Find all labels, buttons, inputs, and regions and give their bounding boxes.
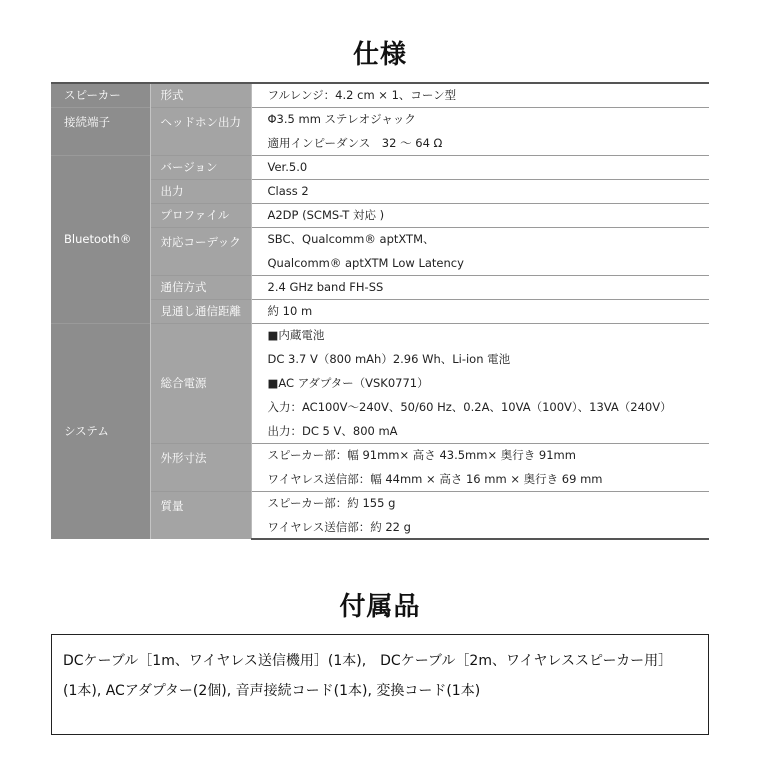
table-row	[51, 179, 709, 203]
table-row	[51, 275, 709, 299]
item-format: 形式	[150, 83, 251, 107]
accessories-line: DCケーブル［1m、ワイヤレス送信機用］(1本), DCケーブル［2m、ワイヤレススピーカー用］	[63, 653, 673, 669]
table-row	[51, 83, 709, 107]
spec-table	[51, 82, 709, 540]
item-headphone-output: ヘッドホン出力	[150, 107, 251, 155]
item-profile: プロファイル	[150, 203, 251, 227]
table-row	[51, 227, 709, 251]
value-cell: Class 2	[251, 179, 709, 203]
value-cell: スピーカー部：約 155 g	[251, 491, 709, 515]
category-bluetooth: Bluetooth®	[51, 155, 150, 323]
value-cell: 2.4 GHz band FH-SS	[251, 275, 709, 299]
value-cell: Φ3.5 mm ステレオジャック	[251, 107, 709, 131]
value-cell: 適用インピーダンス 32 ～ 64 Ω	[251, 131, 709, 155]
accessories-line: (1本), ACアダプター(2個), 音声接続コード(1本), 変換コード(1本)	[63, 683, 481, 699]
category-speaker: スピーカー	[51, 83, 150, 107]
value-cell: ワイヤレス送信部：約 22 g	[251, 515, 709, 539]
item-power: 総合電源	[150, 323, 251, 443]
value-cell: 出力：DC 5 V、800 mA	[251, 419, 709, 443]
accessories-title: 付属品	[339, 592, 421, 622]
table-row	[51, 491, 709, 515]
table-row	[51, 107, 709, 131]
value-cell: フルレンジ：4.2 cm × 1、コーン型	[251, 83, 709, 107]
value-cell: DC 3.7 V（800 mAh）2.96 Wh、Li-ion 電池	[251, 347, 709, 371]
item-communication: 通信方式	[150, 275, 251, 299]
item-output: 出力	[150, 179, 251, 203]
category-terminal: 接続端子	[51, 107, 150, 155]
table-row	[51, 323, 709, 347]
table-row	[51, 443, 709, 467]
item-version: バージョン	[150, 155, 251, 179]
value-cell: Qualcomm® aptXTM Low Latency	[251, 251, 709, 275]
accessories-box	[51, 634, 709, 735]
category-system: システム	[51, 323, 150, 539]
value-cell: ■AC アダプター（VSK0771）	[251, 371, 709, 395]
table-row	[51, 299, 709, 323]
value-cell: スピーカー部：幅 91mm× 高さ 43.5mm× 奥行き 91mm	[251, 443, 709, 467]
table-row	[51, 155, 709, 179]
item-codec: 対応コーデック	[150, 227, 251, 275]
value-cell: Ver.5.0	[251, 155, 709, 179]
table-row	[51, 203, 709, 227]
value-cell: ワイヤレス送信部：幅 44mm × 高さ 16 mm × 奥行き 69 mm	[251, 467, 709, 491]
value-cell: ■内蔵電池	[251, 323, 709, 347]
value-cell: A2DP (SCMS-T 対応 )	[251, 203, 709, 227]
item-dimensions: 外形寸法	[150, 443, 251, 491]
value-cell: 約 10 m	[251, 299, 709, 323]
spec-title: 仕様	[352, 40, 407, 70]
value-cell: SBC、Qualcomm® aptXTM、	[251, 227, 709, 251]
item-range: 見通し通信距離	[150, 299, 251, 323]
item-weight: 質量	[150, 491, 251, 539]
value-cell: 入力：AC100V～240V、50/60 Hz、0.2A、10VA（100V）、13VA（240V）	[251, 395, 709, 419]
